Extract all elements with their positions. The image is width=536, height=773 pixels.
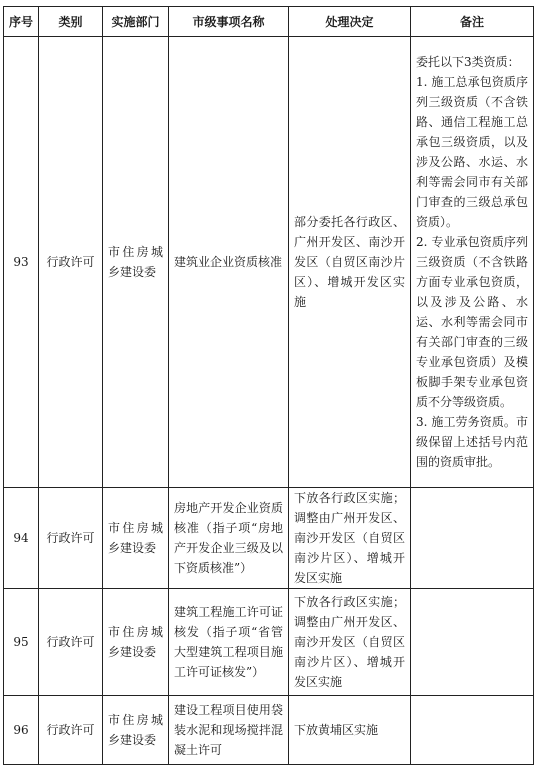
row-department: 市住房城乡建设委 <box>103 488 169 589</box>
row-no: 93 <box>4 37 39 488</box>
row-category: 行政许可 <box>39 589 103 696</box>
note-line: 委托以下3类资质： <box>416 55 520 69</box>
table-row <box>4 488 534 589</box>
header-department: 实施部门 <box>103 7 169 37</box>
row-note <box>411 589 534 696</box>
row-note <box>411 696 534 765</box>
note-line: 1. 施工总承包资质序列三级资质（不含铁路、通信工程施工总承包三级资质，以及涉及公路、水运、水利等需会同市有关部门审查的三级总承包资质）。 <box>416 75 528 229</box>
row-category: 行政许可 <box>39 37 103 488</box>
note-line: 3. 施工劳务资质。市级保留上述括号内范围的资质审批。 <box>416 415 528 469</box>
header-note: 备注 <box>411 7 534 37</box>
row-item: 建筑工程施工许可证核发（指子项“省管大型建筑工程项目施工许可证核发”） <box>169 589 289 696</box>
row-department: 市住房城乡建设委 <box>103 589 169 696</box>
table-header-row <box>4 7 534 37</box>
row-category: 行政许可 <box>39 488 103 589</box>
items-table <box>3 6 534 765</box>
row-note <box>411 488 534 589</box>
header-no: 序号 <box>4 7 39 37</box>
row-decision: 下放各行政区实施；调整由广州开发区、南沙开发区（自贸区南沙片区）、增城开发区实施 <box>289 488 411 589</box>
header-item: 市级事项名称 <box>169 7 289 37</box>
row-decision: 下放黄埔区实施 <box>289 696 411 765</box>
row-no: 94 <box>4 488 39 589</box>
row-item: 建筑业企业资质核准 <box>169 37 289 488</box>
table-row <box>4 696 534 765</box>
row-department: 市住房城乡建设委 <box>103 37 169 488</box>
note-line: 2. 专业承包资质序列三级资质（不含铁路方面专业承包资质，以及涉及公路、水运、水利等需会同市有关部门审查的三级专业承包资质）及模板脚手架专业承包资质不分等级资质。 <box>416 235 528 409</box>
row-no: 95 <box>4 589 39 696</box>
row-category: 行政许可 <box>39 696 103 765</box>
row-item: 建设工程项目使用袋装水泥和现场搅拌混凝土许可 <box>169 696 289 765</box>
table-row <box>4 37 534 488</box>
row-no: 96 <box>4 696 39 765</box>
row-department: 市住房城乡建设委 <box>103 696 169 765</box>
header-decision: 处理决定 <box>289 7 411 37</box>
header-category: 类别 <box>39 7 103 37</box>
row-decision: 部分委托各行政区、广州开发区、南沙开发区（自贸区南沙片区）、增城开发区实施 <box>289 37 411 488</box>
row-decision: 下放各行政区实施；调整由广州开发区、南沙开发区（自贸区南沙片区）、增城开发区实施 <box>289 589 411 696</box>
row-item: 房地产开发企业资质核准（指子项“房地产开发企业三级及以下资质核准”） <box>169 488 289 589</box>
table-row <box>4 589 534 696</box>
row-note <box>411 37 534 488</box>
